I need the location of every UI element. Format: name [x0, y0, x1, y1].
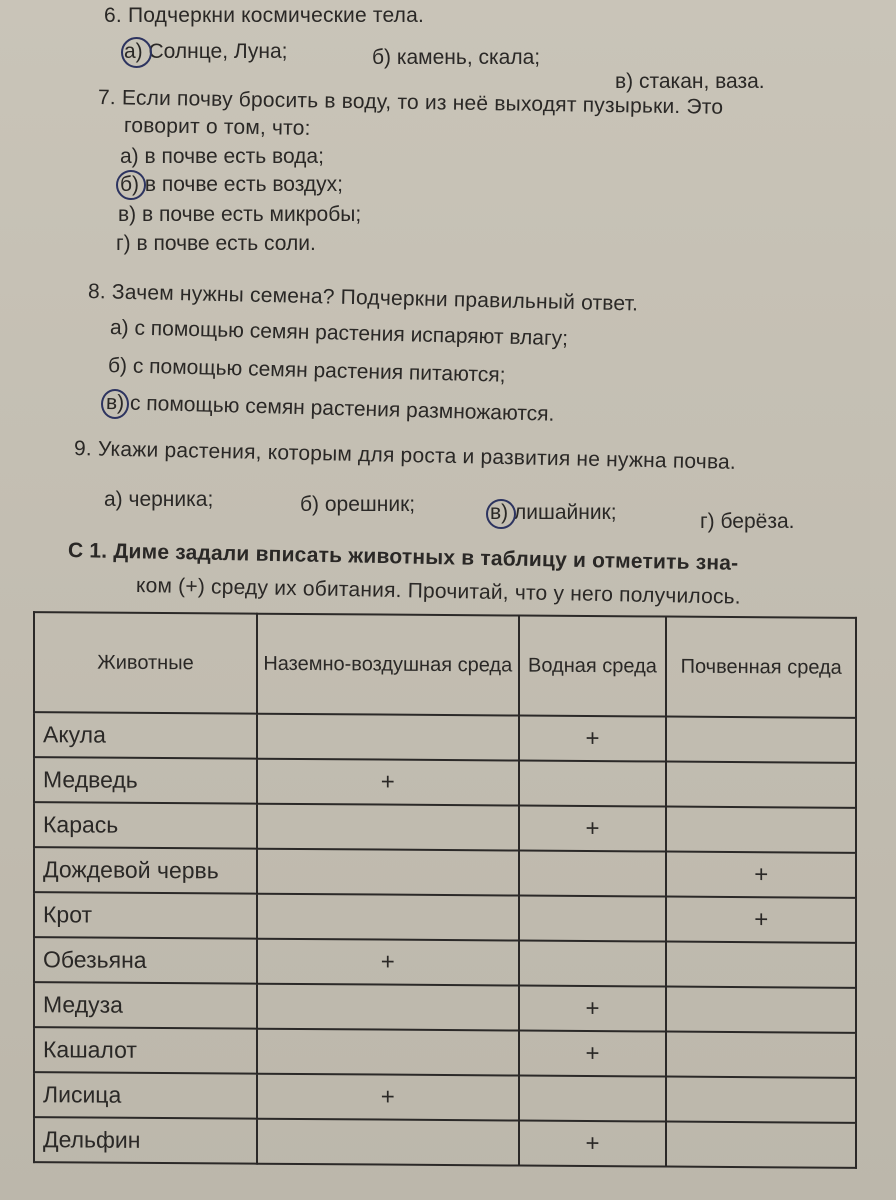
water-mark-cell	[519, 761, 667, 807]
q9-option-d: г) берёза.	[700, 510, 795, 533]
water-mark-cell	[519, 896, 667, 942]
q9-option-b: б) орешник;	[300, 493, 416, 516]
habitat-table	[33, 611, 857, 1169]
land-air-mark-cell	[257, 984, 519, 1031]
q7-line1: 7. Если почву бросить в воду, то из неё выходят пузырьки. Это	[97, 86, 724, 119]
q9-text: 9. Укажи растения, которым для роста и развития не нужна почва.	[73, 437, 737, 474]
animal-name-cell: Дождевой червь	[34, 847, 257, 894]
soil-mark-cell	[666, 942, 856, 988]
q8-option-a: а) с помощью семян растения испаряют влагу;	[109, 316, 569, 351]
q7-option-d: г) в почве есть соли.	[116, 232, 316, 255]
land-air-mark-cell: +	[257, 939, 519, 986]
q6-option-a-text: а) Солнце, Луна;	[124, 40, 288, 63]
q7-option-b: б) в почве есть воздух;	[120, 173, 344, 196]
soil-mark-cell	[666, 717, 856, 763]
table-row	[34, 1072, 856, 1123]
animal-name-cell: Крот	[34, 892, 257, 939]
soil-mark-cell	[666, 1122, 856, 1168]
table-row	[34, 937, 856, 988]
water-mark-cell: +	[519, 1121, 667, 1167]
table-row	[34, 802, 856, 853]
land-air-mark-cell	[257, 849, 519, 896]
table-row	[34, 892, 856, 943]
land-air-mark-cell	[257, 1119, 519, 1166]
animal-name-cell: Карась	[34, 802, 257, 849]
soil-mark-cell: +	[666, 897, 856, 943]
land-air-mark-cell: +	[257, 759, 519, 806]
c1-line2: ком (+) среду их обитания. Прочитай, что у него получилось.	[135, 574, 742, 609]
table-row	[34, 757, 856, 808]
q8-option-b: б) с помощью семян растения питаются;	[107, 354, 506, 387]
header-animals: Животные	[34, 612, 257, 714]
q6-option-c: в) стакан, ваза.	[615, 70, 765, 93]
land-air-mark-cell: +	[257, 1074, 519, 1121]
land-air-mark-cell	[257, 804, 519, 851]
land-air-mark-cell	[257, 1029, 519, 1076]
c1-line1: С 1. Диме задали вписать животных в таблицу и отметить зна-	[67, 539, 739, 575]
q9-option-a: а) черника;	[104, 488, 214, 511]
water-mark-cell: +	[519, 806, 667, 852]
header-water: Водная среда	[519, 616, 667, 717]
water-mark-cell: +	[519, 1031, 667, 1077]
water-mark-cell	[519, 941, 667, 987]
land-air-mark-cell	[257, 714, 519, 761]
q8-text: 8. Зачем нужны семена? Подчеркни правильный ответ.	[87, 280, 639, 316]
table-row	[34, 1117, 856, 1168]
header-land-air: Наземно-воздушная среда	[257, 614, 519, 716]
q7-option-a: а) в почве есть вода;	[120, 145, 324, 168]
q9-option-c: в) лишайник;	[490, 501, 617, 524]
table-row	[34, 847, 856, 898]
header-soil: Почвенная среда	[666, 617, 856, 718]
animal-name-cell: Медведь	[34, 757, 257, 804]
pen-circle-mark	[101, 389, 129, 419]
animal-name-cell: Акула	[34, 712, 257, 759]
q6-text: 6. Подчеркни космические тела.	[104, 4, 425, 27]
land-air-mark-cell	[257, 894, 519, 941]
soil-mark-cell: +	[666, 852, 856, 898]
water-mark-cell: +	[519, 986, 667, 1032]
table-header-row	[34, 612, 856, 718]
animal-name-cell: Лисица	[34, 1072, 257, 1119]
table-row	[34, 982, 856, 1033]
animal-name-cell: Медуза	[34, 982, 257, 1029]
soil-mark-cell	[666, 807, 856, 853]
soil-mark-cell	[666, 762, 856, 808]
soil-mark-cell	[666, 987, 856, 1033]
water-mark-cell	[519, 851, 667, 897]
animal-name-cell: Кашалот	[34, 1027, 257, 1074]
q6-option-b: б) камень, скала;	[372, 46, 541, 69]
water-mark-cell	[519, 1076, 667, 1122]
pen-circle-mark	[486, 499, 516, 529]
table-row	[34, 712, 856, 763]
pen-circle-mark	[116, 170, 146, 200]
pen-circle-mark	[121, 37, 152, 68]
table-row	[34, 1027, 856, 1078]
q8-option-c: в) с помощью семян растения размножаются.	[105, 391, 555, 426]
soil-mark-cell	[666, 1077, 856, 1123]
water-mark-cell: +	[519, 716, 667, 762]
animal-name-cell: Обезьяна	[34, 937, 257, 984]
animal-name-cell: Дельфин	[34, 1117, 257, 1164]
q7-line2: говорит о том, что:	[123, 114, 311, 140]
q7-option-c: в) в почве есть микробы;	[118, 203, 362, 226]
soil-mark-cell	[666, 1032, 856, 1078]
